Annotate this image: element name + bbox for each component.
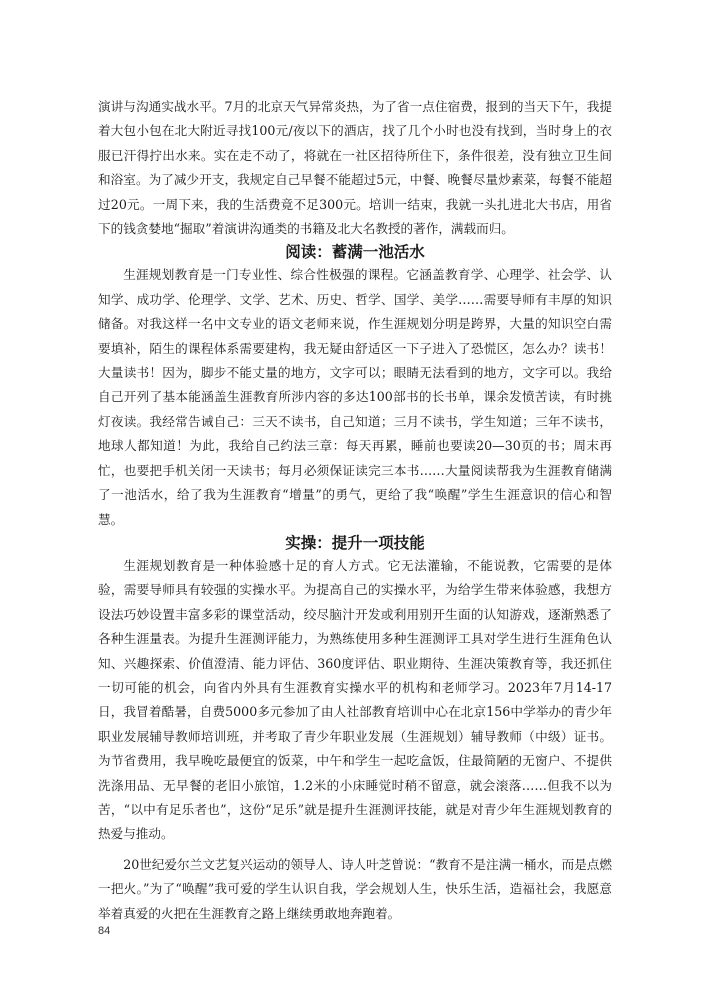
paragraph-continuation: 演讲与沟通实战水平。7月的北京天气异常炎热，为了省一点住宿费，报到的当天下午，我提着大包小包在北大附近寻找100元/夜以下的酒店，找了几个小时也没有找到，当时身上的衣服已汗得拧出水来。实在走不动了，将就在一社区招待所住下，条件很差，没有独立卫生间和浴室。为了减少开支，我规定自己早餐不能超过5元，中餐、晚餐尽量炒素菜，每餐不能超过20元。一周下来，我的生活费竟不足300元。培训一结束，我就一头扎进北大书店，用省下的钱贪婪地“掘取”着演讲沟通类的书籍及北大名教授的著作，满载而归。 xyxy=(98,99,612,237)
paragraph-reading: 生涯规划教育是一门专业性、综合性极强的课程。它涵盖教育学、心理学、社会学、认知学、成功学、伦理学、文学、艺术、历史、哲学、国学、美学……需要导师有丰厚的知识储备。对我这样一名中文专业的语文老师来说，作生涯规划分明是跨界，大量的知识空白需要填补，陌生的课程体系需要建构，我无疑由舒适区一下子进入了恐慌区，怎么办？读书！大量读书！因为，脚步不能丈量的地方，文字可以；眼睛无法看到的地方，文字可以。我给自己开列了基本能涵盖生涯教育所涉内容的多达100部书的长书单，课余发愤苦读，有时挑灯夜读。我经常告诫自己：三天不读书，自己知道；三月不读书，学生知道；三年不读书，地球人都知道！为此，我给自己约法三章：每天再累，睡前也要读20—30页的书；周末再忙，也要把手机关闭一天读书；每月必须保证读完三本书……大量阅读帮我为生涯教育储满了一池活水，给了我为生涯教育“增量”的勇气，更给了我“唤醒”学生生涯意识的信心和智慧。 xyxy=(98,267,612,527)
page-number: 84 xyxy=(98,925,111,937)
paragraph-conclusion: 20世纪爱尔兰文艺复兴运动的领导人、诗人叶芝曾说：“教育不是注满一桶水，而是点燃一把火。”为了“唤醒”我可爱的学生认识自我，学会规划人生，快乐生活，造福社会，我愿意举着真爱的火把在生涯教育之路上继续勇敢地奔跑着。 xyxy=(98,856,612,921)
paragraph-practice: 生涯规划教育是一种体验感十足的育人方式。它无法灌输，不能说教，它需要的是体验，需要导师具有较强的实操水平。为提高自己的实操水平，为给学生带来体验感，我想方设法巧妙设置丰富多彩的课堂活动，绞尽脑汁开发或利用别开生面的认知游戏，逐渐熟悉了各种生涯量表。为提升生涯测评能力，为熟练使用多种生涯测评工具对学生进行生涯角色认知、兴趣探索、价值澄清、能力评估、360度评估、职业期待、生涯决策教育等，我还抓住一切可能的机会，向省内外具有生涯教育实操水平的机构和老师学习。2023年7月14-17日，我冒着酷暑，自费5000多元参加了由人社部教育培训中心在北京156中学举办的青少年职业发展辅导教师培训班，并考取了青少年职业发展（生涯规划）辅导教师（中级）证书。为节省费用，我早晚吃最便宜的饭菜，中午和学生一起吃盒饭，住最简陋的无窗户、不提供洗涤用品、无早餐的老旧小旅馆，1.2米的小床睡觉时稍不留意，就会滚落……但我不以为苦，“以中有足乐者也”，这份“足乐”就是提升生涯测评技能，就是对青少年生涯规划教育的热爱与推动。 xyxy=(98,557,612,842)
article-body xyxy=(98,95,612,926)
section-heading-reading: 阅读：蓄满一池活水 xyxy=(285,243,425,262)
section-heading-practice: 实操：提升一项技能 xyxy=(285,533,425,552)
